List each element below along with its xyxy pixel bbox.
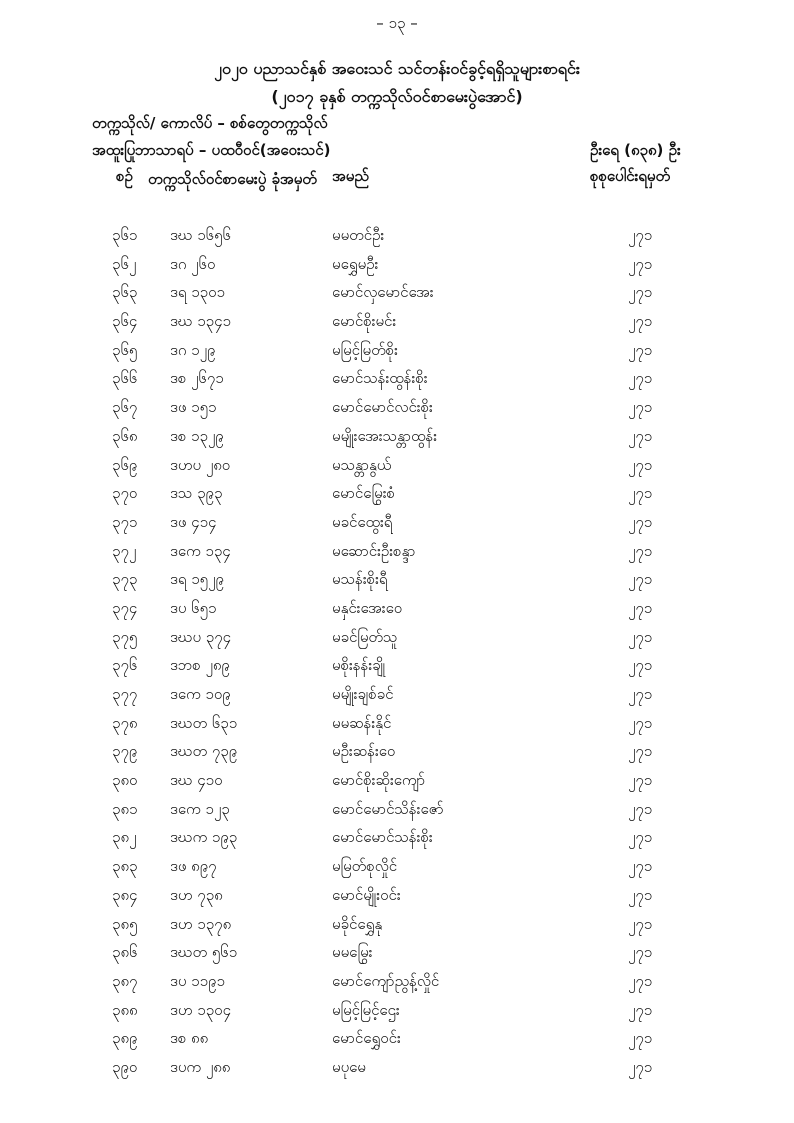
student-name-cell: မပုမေ — [332, 1057, 366, 1076]
student-name-cell: မသန်းစိုးရီ — [332, 570, 388, 589]
serial-no-cell: ၃၇၈ — [112, 713, 138, 732]
student-table — [0, 222, 794, 1083]
serial-no-cell: ၃၇၁ — [112, 512, 138, 531]
total-marks-cell: ၂၇၁ — [628, 885, 653, 904]
roll-number-cell: ဒကေ ၁၂၃ — [170, 799, 230, 818]
total-marks-cell: ၂၇၁ — [628, 799, 653, 818]
total-marks-cell: ၂၇၁ — [628, 1000, 653, 1019]
roll-number-cell: ဒဂ ၂၆၀ — [170, 254, 216, 273]
total-marks-cell: ၂၇၁ — [628, 570, 653, 589]
student-name-cell: မောင်မောင်သန်းစိုး — [332, 828, 433, 847]
roll-number-cell: ဒစ ၂၆၇၁ — [170, 369, 224, 388]
serial-no-cell: ၃၆၅ — [112, 340, 138, 359]
serial-no-cell: ၃၆၃ — [112, 283, 138, 302]
serial-no-cell: ၃၇၀ — [112, 484, 138, 503]
table-row — [0, 509, 794, 538]
total-marks-cell: ၂၇၁ — [628, 312, 653, 331]
serial-no-cell: ၃၈၄ — [112, 885, 138, 904]
table-row — [0, 824, 794, 853]
table-row — [0, 394, 794, 423]
student-name-cell: မမြတ်စုလှိုင် — [332, 857, 398, 876]
serial-no-cell: ၃၈၉ — [112, 1029, 138, 1048]
serial-no-cell: ၃၆၄ — [112, 312, 138, 331]
total-marks-cell: ၂၇၁ — [628, 226, 653, 244]
roll-number-cell: ဒဃတ ၇၃၉ — [170, 742, 238, 761]
table-row — [0, 337, 794, 366]
table-row — [0, 997, 794, 1026]
roll-number-cell: ဒဃ ၁၃၄၁ — [170, 312, 231, 331]
roll-number-cell: ဒရ ၁၃၀၁ — [170, 283, 225, 302]
serial-no-cell: ၃၈၆ — [112, 943, 138, 962]
student-name-cell: မောင်သန်းထွန်းစိုး — [332, 369, 428, 388]
serial-no-cell: ၃၈၇ — [112, 971, 138, 990]
student-name-cell: မမြင့်မြတ်စိုး — [332, 340, 398, 359]
student-name-cell: မနှင်းအေးဝေ — [332, 598, 403, 617]
serial-no-cell: ၃၇၆ — [112, 656, 138, 675]
total-marks-cell: ၂၇၁ — [628, 685, 653, 703]
roll-number-cell: ဒဖ ၁၅၁ — [170, 398, 217, 417]
roll-number-cell: ဒဟ ၁၃၇၈ — [170, 914, 232, 933]
table-row — [0, 595, 794, 624]
total-marks-cell: ၂၇၁ — [628, 512, 653, 531]
roll-number-cell: ဒဃ ၄၁၀ — [170, 771, 223, 790]
serial-no-cell: ၃၈၃ — [112, 857, 138, 876]
serial-no-cell: ၃၇၄ — [112, 598, 138, 617]
roll-number-cell: ဒဃပ ၃၇၄ — [170, 627, 232, 646]
student-count: ဦးရေ (၈၃၈) ဦး — [590, 141, 681, 159]
table-row — [0, 308, 794, 337]
header-name: အမည် — [332, 167, 369, 185]
total-marks-cell: ၂၇၁ — [628, 283, 653, 302]
serial-no-cell: ၃၆၈ — [112, 426, 138, 445]
roll-number-cell: ဒသ ၃၉၃ — [170, 484, 223, 503]
roll-number-cell: ဒဃက ၁၉၃ — [170, 828, 238, 847]
roll-number-cell: ဒဟ ၁၃၀၄ — [170, 1000, 232, 1019]
total-marks-cell: ၂၇၁ — [628, 742, 653, 761]
total-marks-cell: ၂၇၁ — [628, 828, 653, 847]
serial-no-cell: ၃၆၂ — [112, 254, 137, 273]
table-row — [0, 279, 794, 308]
total-marks-cell: ၂၇၁ — [628, 656, 653, 675]
major-label: အထူးပြုဘာသာရပ် – ပထဝီဝင်(အဝေးသင်) — [92, 141, 331, 159]
student-name-cell: မဆောင်းဦးစန္ဒာ — [332, 541, 416, 560]
serial-no-cell: ၃၈၈ — [112, 1000, 138, 1019]
list-subtitle: (၂၀၁၇ ခုနှစ် တက္ကသိုလ်ဝင်စာမေးပွဲအောင်) — [271, 87, 523, 106]
table-row — [0, 710, 794, 739]
table-row — [0, 480, 794, 509]
serial-no-cell: ၃၆၁ — [112, 226, 138, 244]
serial-no-cell: ၃၇၂ — [112, 541, 137, 560]
total-marks-cell: ၂၇၁ — [628, 369, 653, 388]
total-marks-cell: ၂၇၁ — [628, 943, 653, 962]
student-name-cell: မစိုးနန်းချို — [332, 656, 386, 675]
roll-number-cell: ဒဃတ ၅၆၁ — [170, 943, 238, 962]
student-name-cell: မမြင့်မြင့်ဌေး — [332, 1000, 400, 1019]
roll-number-cell: ဒကေ ၁၀၉ — [170, 685, 231, 703]
roll-number-cell: ဒဖ ၈၉၇ — [170, 857, 217, 876]
list-title: ၂၀၂၀ ပညာသင်နှစ် အဝေးသင် သင်တန်းဝင်ခွင့်ရရှိသူများစာရင်း — [214, 59, 580, 78]
student-name-cell: မောင်စိုးမင်း — [332, 312, 397, 331]
student-name-cell: မရွှေမဦး — [332, 254, 379, 273]
table-row — [0, 939, 794, 968]
serial-no-cell: ၃၈၀ — [112, 771, 138, 790]
serial-no-cell: ၃၇၃ — [112, 570, 138, 589]
serial-no-cell: ၃၆၆ — [112, 369, 138, 388]
table-row — [0, 452, 794, 481]
student-name-cell: မမျိုးအေးသန္တာထွန်း — [332, 426, 438, 445]
total-marks-cell: ၂၇၁ — [628, 426, 653, 445]
header-roll-number: တက္ကသိုလ်ဝင်စာမေးပွဲ ခုံအမှတ် — [148, 170, 317, 188]
total-marks-cell: ၂၇၁ — [628, 771, 653, 790]
student-name-cell: မသန္တာနွယ် — [332, 455, 392, 474]
serial-no-cell: ၃၇၇ — [112, 685, 138, 703]
student-name-cell: မောင်မောင်လင်းစိုး — [332, 398, 433, 417]
student-name-cell: မမတင်ဦး — [332, 226, 385, 244]
table-row — [0, 911, 794, 940]
total-marks-cell: ၂၇၁ — [628, 1029, 653, 1048]
serial-no-cell: ၃၈၅ — [112, 914, 138, 933]
student-name-cell: မောင်ရွှေဝင်း — [332, 1029, 401, 1048]
table-row — [0, 968, 794, 997]
total-marks-cell: ၂၇၁ — [628, 971, 653, 990]
roll-number-cell: ဒရ ၁၅၂၉ — [170, 570, 224, 589]
roll-number-cell: ဒပ ၁၁၉၁ — [170, 971, 225, 990]
roll-number-cell: ဒဃ ၁၆၅၆ — [170, 226, 231, 244]
total-marks-cell: ၂၇၁ — [628, 598, 653, 617]
student-name-cell: မောင်မျိုးဝင်း — [332, 885, 401, 904]
roll-number-cell: ဒကေ ၁၃၄ — [170, 541, 231, 560]
total-marks-cell: ၂၇၁ — [628, 627, 653, 646]
roll-number-cell: ဒပ ၆၅၁ — [170, 598, 217, 617]
table-row — [0, 738, 794, 767]
roll-number-cell: ဒစ ၈၈ — [170, 1029, 209, 1048]
total-marks-cell: ၂၇၁ — [628, 340, 653, 359]
table-row — [0, 222, 794, 251]
table-row — [0, 681, 794, 710]
serial-no-cell: ၃၇၉ — [112, 742, 138, 761]
total-marks-cell: ၂၇၁ — [628, 484, 653, 503]
table-row — [0, 882, 794, 911]
student-name-cell: မောင်မောင်သိန်းဇော် — [332, 799, 444, 818]
student-name-cell: မောင်မြွေးစံ — [332, 484, 395, 503]
header-serial-no: စဉ် — [116, 167, 133, 185]
page-number: – ၁၃ – — [376, 14, 418, 32]
total-marks-cell: ၂၇၁ — [628, 914, 653, 933]
table-row — [0, 652, 794, 681]
serial-no-cell: ၃၇၅ — [112, 627, 138, 646]
student-name-cell: မမဆန်းနိုင် — [332, 713, 392, 732]
serial-no-cell: ၃၈၂ — [112, 828, 137, 847]
student-name-cell: မမျိုးချစ်ခင် — [332, 685, 394, 703]
roll-number-cell: ဒဘစ ၂၈၉ — [170, 656, 230, 675]
serial-no-cell: ၃၆၇ — [112, 398, 138, 417]
student-name-cell: မောင်လှမောင်အေး — [332, 283, 434, 302]
table-row — [0, 853, 794, 882]
table-row — [0, 767, 794, 796]
table-row — [0, 624, 794, 653]
roll-number-cell: ဒပက ၂၈၈ — [170, 1057, 231, 1076]
serial-no-cell: ၃၈၁ — [112, 799, 138, 818]
table-row — [0, 538, 794, 567]
total-marks-cell: ၂၇၁ — [628, 541, 653, 560]
total-marks-cell: ၂၇၁ — [628, 857, 653, 876]
student-name-cell: မခင်ထွေးရီ — [332, 512, 393, 531]
total-marks-cell: ၂၇၁ — [628, 455, 653, 474]
student-name-cell: မောင်ကျော်ညွန့်လှိုင် — [332, 971, 440, 990]
roll-number-cell: ဒဖ ၄၁၄ — [170, 512, 217, 531]
student-name-cell: မခိုင်ရွှေနု — [332, 914, 383, 933]
total-marks-cell: ၂၇၁ — [628, 713, 653, 732]
roll-number-cell: ဒဟ ၇၃၈ — [170, 885, 223, 904]
total-marks-cell: ၂၇၁ — [628, 1057, 653, 1076]
student-name-cell: မဦးဆန်းဝေ — [332, 742, 396, 761]
roll-number-cell: ဒဟပ ၂၈၀ — [170, 455, 231, 474]
student-name-cell: မောင်စိုးဆိုးကျော် — [332, 771, 426, 790]
table-row — [0, 566, 794, 595]
table-row — [0, 796, 794, 825]
table-row — [0, 1054, 794, 1083]
table-row — [0, 251, 794, 280]
table-row — [0, 365, 794, 394]
serial-no-cell: ၃၉၀ — [112, 1057, 138, 1076]
student-name-cell: မခင်မြတ်သူ — [332, 627, 398, 646]
table-row — [0, 1025, 794, 1054]
roll-number-cell: ဒစ ၁၃၂၉ — [170, 426, 224, 445]
student-name-cell: မမမြွေး — [332, 943, 373, 962]
roll-number-cell: ဒဂ ၁၂၉ — [170, 340, 216, 359]
roll-number-cell: ဒဃတ ၆၃၁ — [170, 713, 238, 732]
total-marks-cell: ၂၇၁ — [628, 398, 653, 417]
serial-no-cell: ၃၆၉ — [112, 455, 138, 474]
header-total-marks: စုစုပေါင်းရမှတ် — [590, 167, 671, 185]
university-label: တက္ကသိုလ်/ ကောလိပ် – စစ်တွေတက္ကသိုလ် — [92, 114, 328, 132]
total-marks-cell: ၂၇၁ — [628, 254, 653, 273]
table-row — [0, 423, 794, 452]
